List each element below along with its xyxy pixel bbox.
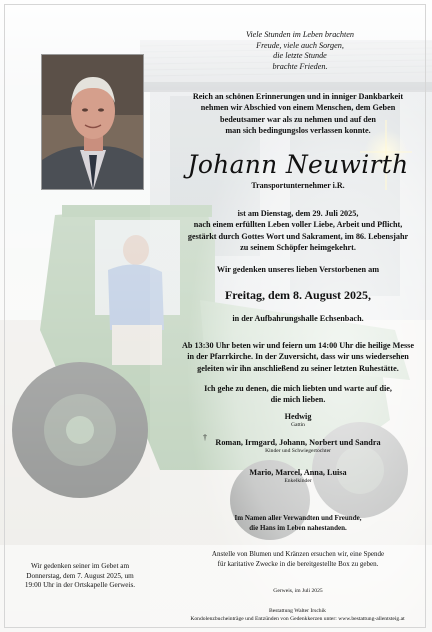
closing-line: die Hans im Leben nahestanden. <box>249 523 347 532</box>
condolence-info: Kondolenzbucheinträge und Entzünden von Gedenkkerzen unter: www.bestattung-allentsteig.at <box>190 615 405 622</box>
motto-line: brachte Frieden. <box>272 61 328 71</box>
prayer-line: Wir gedenken seiner im Gebet am <box>30 562 130 570</box>
mourner-names: Hedwig <box>284 412 312 421</box>
mourner-children <box>168 438 428 455</box>
cross-icon: † <box>203 433 207 442</box>
mass-info-line: in der Pfarrkirche. In der Zuversicht, dass wir uns wiedersehen <box>187 352 409 362</box>
mass-info-line: Ab 13:30 Uhr beten wir und feiern um 14:00 Uhr die heilige Messe <box>182 341 414 350</box>
prayer-line: 19:00 Uhr in der Ortskapelle Gerweis. <box>24 581 136 590</box>
mourner-names: Roman, Irmgard, Johann, Norbert und Sandra <box>215 438 381 447</box>
funeral-home: Bestattung Walter Irschik <box>269 608 326 614</box>
intro-text <box>168 91 428 137</box>
closing-line: Im Namen aller Verwandten und Freunde, <box>234 514 362 522</box>
intro-line: nehmen wir Abschied von einem Menschen, dem Geben <box>200 103 396 113</box>
quote-line: die mich lieben. <box>270 395 326 405</box>
mourner-role: Gattin <box>291 421 305 428</box>
mourner-spouse <box>168 412 428 429</box>
intro-line: man sich bedingungslos verlassen konnte. <box>225 126 371 136</box>
prayer-note <box>10 562 150 591</box>
motto-line: die letzte Stunde <box>273 51 327 61</box>
donation-line: für karitative Zwecke in die bereitgestellte Box zu geben. <box>217 559 379 568</box>
death-notice-line: zu seinem Schöpfer heimgekehrt. <box>240 243 356 253</box>
mass-info <box>168 340 428 374</box>
portrait-photo <box>41 54 144 190</box>
place-date: Gerweis, im Juli 2025 <box>273 588 323 594</box>
donation-note <box>168 550 428 569</box>
quote-line: Ich gehe zu denen, die mich liebten und warte auf die, <box>204 384 392 393</box>
donation-line: Anstelle von Blumen und Kränzen ersuchen wir, eine Spende <box>211 550 385 558</box>
intro-line: Reich an schönen Erinnerungen und in inniger Dankbarkeit <box>192 92 404 101</box>
funeral-place: in der Aufbahrungshalle Echsenbach. <box>232 314 364 323</box>
death-notice <box>168 208 428 254</box>
mourner-names: Mario, Marcel, Anna, Luisa <box>249 468 347 477</box>
remember-line: Wir gedenken unseres lieben Verstorbenen am <box>216 265 380 274</box>
mourner-grandchildren <box>168 468 428 485</box>
closing-text <box>168 514 428 533</box>
deceased-occupation: Transportunternehmer i.R. <box>251 181 345 190</box>
death-notice-line: nach einem erfüllten Leben voller Liebe, Arbeit und Pflicht, <box>193 220 403 230</box>
mass-info-line: geleiten wir ihn anschließend zu seiner letzten Ruhestätte. <box>197 363 399 373</box>
death-notice-line: ist am Dienstag, dem 29. Juli 2025, <box>237 209 359 218</box>
deceased-name: Johann Neuwirth <box>187 150 409 179</box>
death-notice-line: gestärkt durch Gottes Wort und Sakrament, im 86. Lebensjahr <box>187 231 409 241</box>
mourner-role: Kinder und Schwiegertochter <box>265 447 331 454</box>
farewell-quote <box>168 383 428 406</box>
motto-line: Viele Stunden im Leben brachten <box>245 30 355 39</box>
funeral-date: Freitag, dem 8. August 2025, <box>224 288 372 302</box>
motto-line: Freude, viele auch Sorgen, <box>256 40 344 50</box>
mourner-role: Enkelkinder <box>284 477 312 484</box>
intro-line: bedeutsamer war als zu nehmen und auf den <box>220 114 376 124</box>
motto-verse <box>190 30 410 73</box>
prayer-line: Donnerstag, dem 7. August 2025, um <box>26 571 134 580</box>
footer <box>150 608 432 624</box>
